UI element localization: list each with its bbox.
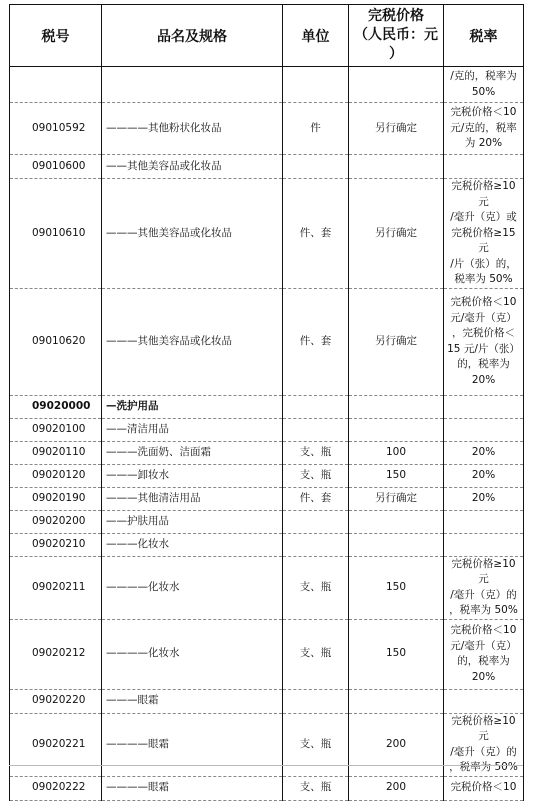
price-cell	[349, 155, 444, 179]
table-row	[10, 441, 524, 464]
tax-rate-line: 完税价格＜10	[450, 624, 517, 636]
tax-rate-line: 为 20%	[464, 137, 503, 150]
tax-rate-line: 完税价格＜10	[450, 106, 517, 119]
tariff-code-cell: 09010600	[10, 155, 102, 179]
price-cell: 另行确定	[349, 179, 444, 289]
tariff-code-cell: 09020212	[10, 619, 102, 689]
tax-rate-line: 20%	[471, 670, 496, 683]
tax-rate-line: ，税率为 50%	[449, 761, 518, 773]
tariff-code-cell: 09010620	[10, 288, 102, 395]
table-row	[10, 776, 524, 800]
tax-rate-cell	[444, 533, 524, 556]
tariff-code-cell: 09020200	[10, 510, 102, 533]
tax-rate-line: 20%	[471, 373, 496, 386]
unit-cell	[283, 533, 349, 556]
tax-rate-line: /毫升（克）的	[450, 588, 517, 601]
tariff-code-cell: 09020211	[10, 556, 102, 619]
tax-rate-cell	[444, 689, 524, 713]
tax-rate-cell	[444, 487, 524, 510]
table-row	[10, 288, 524, 395]
tax-rate-line: 20%	[471, 468, 496, 481]
tariff-code-cell: 09020110	[10, 441, 102, 464]
table-row	[10, 395, 524, 418]
tax-rate-cell	[444, 776, 524, 800]
item-name-cell: ————化妆水	[102, 619, 283, 689]
tax-rate-line: 的，税率为	[457, 358, 510, 370]
item-name-cell: ————眼霜	[102, 713, 283, 776]
price-cell: 150	[349, 556, 444, 619]
table-body	[10, 67, 524, 801]
item-name-cell: ———其他清洁用品	[102, 487, 283, 510]
tax-rate-cell	[444, 288, 524, 395]
tax-rate-line: 20%	[471, 491, 496, 504]
tax-rate-line: 完税价格≥10 元	[451, 557, 516, 585]
tax-rate-line: 元/克的，税率	[450, 121, 517, 134]
item-name-cell: ————化妆水	[102, 556, 283, 619]
header-price-line: 完税价格	[368, 8, 424, 24]
price-cell	[349, 510, 444, 533]
header-price-line: ）	[389, 46, 403, 62]
tax-rate-cell	[444, 464, 524, 487]
item-name-cell: ———洗面奶、洁面霜	[102, 441, 283, 464]
table-row	[10, 103, 524, 155]
tax-rate-line: /片（张）的，	[450, 257, 517, 270]
tax-rate-line: 15 元/片（张）	[447, 342, 520, 355]
tax-rate-cell	[444, 619, 524, 689]
tariff-code-cell: 09020220	[10, 689, 102, 713]
item-name-cell: ————眼霜	[102, 776, 283, 800]
table-row	[10, 689, 524, 713]
unit-cell	[283, 155, 349, 179]
price-cell	[349, 395, 444, 418]
tax-rate-line: 20%	[471, 445, 496, 458]
tax-rate-line: 的，税率为	[457, 655, 510, 667]
table-row	[10, 619, 524, 689]
tax-rate-cell	[444, 713, 524, 776]
tax-rate-cell	[444, 418, 524, 441]
tariff-code-cell	[10, 67, 102, 103]
tax-rate-line: 税率为 50%	[454, 273, 513, 285]
unit-cell: 件	[283, 103, 349, 155]
price-cell: 另行确定	[349, 103, 444, 155]
price-cell: 另行确定	[349, 288, 444, 395]
unit-cell: 支、瓶	[283, 776, 349, 800]
tariff-code-cell: 09010592	[10, 103, 102, 155]
header-unit: 单位	[283, 5, 349, 67]
tax-rate-cell	[444, 395, 524, 418]
item-name-cell: ———其他美容品或化妆品	[102, 179, 283, 289]
table-row	[10, 418, 524, 441]
tariff-code-cell: 09020210	[10, 533, 102, 556]
price-cell: 200	[349, 713, 444, 776]
table-row	[10, 533, 524, 556]
price-cell: 200	[349, 776, 444, 800]
tax-rate-line: /毫升（克）或	[450, 211, 517, 223]
header-price	[349, 5, 444, 67]
unit-cell: 支、瓶	[283, 556, 349, 619]
unit-cell: 支、瓶	[283, 713, 349, 776]
tax-rate-cell	[444, 556, 524, 619]
unit-cell: 支、瓶	[283, 619, 349, 689]
tax-rate-line: ，税率为 50%	[449, 604, 518, 616]
tax-rate-cell	[444, 179, 524, 289]
tax-rate-line: 完税价格≥15 元	[451, 226, 516, 254]
tax-rate-line: 完税价格≥10 元	[451, 180, 516, 208]
unit-cell	[283, 395, 349, 418]
unit-cell	[283, 418, 349, 441]
price-cell: 另行确定	[349, 487, 444, 510]
header-price-line: （人民币：元	[354, 27, 438, 43]
tariff-code-cell: 09020221	[10, 713, 102, 776]
price-cell	[349, 533, 444, 556]
tax-rate-cell	[444, 103, 524, 155]
unit-cell: 件、套	[283, 288, 349, 395]
unit-cell: 支、瓶	[283, 441, 349, 464]
tax-rate-cell	[444, 510, 524, 533]
price-cell	[349, 418, 444, 441]
item-name-cell: ————其他粉状化妆品	[102, 103, 283, 155]
tax-rate-line: 元/毫升（克）	[450, 311, 517, 324]
page-bottom-line	[9, 765, 523, 766]
table-row	[10, 179, 524, 289]
tax-rate-line: 完税价格＜10	[450, 296, 517, 308]
unit-cell	[283, 689, 349, 713]
tax-rate-line: 完税价格＜10	[450, 781, 517, 794]
table-row	[10, 67, 524, 103]
header-rate: 税率	[444, 5, 524, 67]
table-row	[10, 487, 524, 510]
tariff-code-cell: 09020190	[10, 487, 102, 510]
tariff-table	[9, 4, 524, 801]
header-name: 品名及规格	[102, 5, 283, 67]
item-name-cell: ———卸妆水	[102, 464, 283, 487]
tax-rate-cell	[444, 155, 524, 179]
tariff-code-cell: 09010610	[10, 179, 102, 289]
table-row	[10, 510, 524, 533]
unit-cell: 支、瓶	[283, 464, 349, 487]
tax-rate-line: /克的，税率为	[450, 70, 517, 82]
unit-cell: 件、套	[283, 179, 349, 289]
unit-cell: 件、套	[283, 487, 349, 510]
tariff-code-cell: 09020100	[10, 418, 102, 441]
tariff-code-cell: 09020120	[10, 464, 102, 487]
tax-rate-line: ，完税价格＜	[452, 327, 515, 339]
table-row	[10, 713, 524, 776]
item-name-cell: ——清洁用品	[102, 418, 283, 441]
tax-rate-cell	[444, 441, 524, 464]
tariff-code-cell: 09020222	[10, 776, 102, 800]
item-name-cell: ——其他美容品或化妆品	[102, 155, 283, 179]
unit-cell	[283, 510, 349, 533]
item-name-cell: ———其他美容品或化妆品	[102, 288, 283, 395]
tax-rate-line: 完税价格≥10 元	[451, 714, 516, 742]
table-row	[10, 155, 524, 179]
price-cell	[349, 67, 444, 103]
header-code: 税号	[10, 5, 102, 67]
price-cell: 150	[349, 464, 444, 487]
price-cell: 100	[349, 441, 444, 464]
tariff-code-cell: 09020000	[10, 395, 102, 418]
tax-rate-line: /毫升（克）的	[450, 745, 517, 758]
price-cell	[349, 689, 444, 713]
item-name-cell: ———眼霜	[102, 689, 283, 713]
price-cell: 150	[349, 619, 444, 689]
tax-rate-cell	[444, 67, 524, 103]
unit-cell	[283, 67, 349, 103]
tax-rate-line: 元/毫升（克）	[450, 639, 517, 652]
item-name-cell: ——护肤用品	[102, 510, 283, 533]
item-name-cell: ———化妆水	[102, 533, 283, 556]
table-row	[10, 464, 524, 487]
header-row	[10, 5, 524, 67]
tax-rate-line: 50%	[471, 85, 496, 98]
table-row	[10, 556, 524, 619]
item-name-cell: —洗护用品	[102, 395, 283, 418]
item-name-cell	[102, 67, 283, 103]
